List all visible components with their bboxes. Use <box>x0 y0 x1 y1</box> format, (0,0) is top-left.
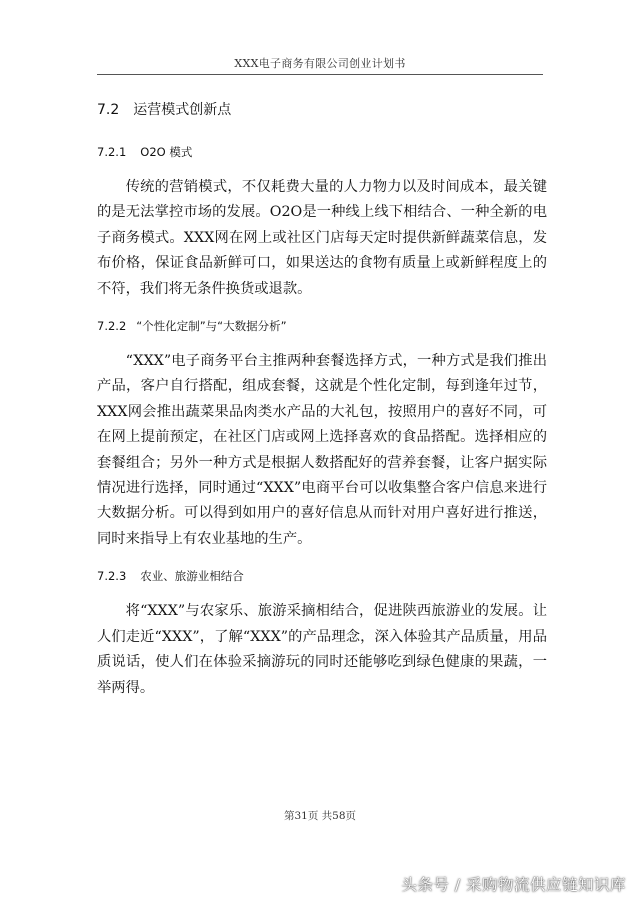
body-paragraph: “XXX”电子商务平台主推两种套餐选择方式，一种方式是我们推出产品，客户自行搭配，组成套餐，这就是个性化定制，每到逢年过节，XXX网会推出蔬菜果品肉类水产品的大礼包，按照用户的喜好不同，可在网上提前预定，在社区门店或网上选择喜欢的食品搭配。选择相应的套餐组合；另外一种方式是根据人数搭配好的营养套餐，让客户据实际情况进行选择，同时通过“XXX”电商平台可以收集整合客户信息来进行大数据分析。可以得到如用户的喜好信息从而针对用户喜好进行推送，同时来指导上有农业基地的生产。 <box>97 353 547 547</box>
section-heading <box>97 100 547 120</box>
subsection-title: 农业、旅游业相结合 <box>140 569 244 584</box>
section-number: 7.2 <box>97 102 120 118</box>
subsection-heading <box>97 567 547 585</box>
subsection-heading <box>97 143 547 161</box>
page-number: 第31页 共58页 <box>283 810 357 822</box>
subsection-7-2-3 <box>97 567 547 701</box>
section-title: 运营模式创新点 <box>133 102 232 118</box>
body-paragraph: 传统的营销模式，不仅耗费大量的人力物力以及时间成本，最关键的是无法掌控市场的发展。O2O是一种线上线下相结合、一种全新的电子商务模式。XXX网在网上或社区门店每天定时提供新鲜蔬菜信息，发布价格，保证食品新鲜可口，如果送达的食物有质量上或新鲜程度上的不符，我们将无条件换货或退款。 <box>97 179 547 297</box>
subsection-number: 7.2.3 <box>97 569 127 584</box>
subsection-title: “个性化定制”与“大数据分析” <box>136 319 287 334</box>
page-content <box>97 100 547 701</box>
subsection-number: 7.2.2 <box>97 319 127 334</box>
subsection-7-2-2 <box>97 317 547 552</box>
subsection-title: O2O 模式 <box>140 145 193 159</box>
subsection-number: 7.2.1 <box>97 145 127 159</box>
subsection-7-2-1 <box>97 143 547 302</box>
header-divider <box>97 74 543 75</box>
watermark-text: 头条号 / 采购物流供应链知识库 <box>401 876 626 894</box>
subsection-heading <box>97 317 547 335</box>
body-paragraph: 将“XXX”与农家乐、旅游采摘相结合，促进陕西旅游业的发展。让人们走近“XXX”，了解“XXX”的产品理念，深入体验其产品质量，用品质说话，使人们在体验采摘游玩的同时还能够吃到绿色健康的果蔬，一举两得。 <box>97 603 547 696</box>
document-header: XXX电子商务有限公司创业计划书 <box>234 57 406 70</box>
